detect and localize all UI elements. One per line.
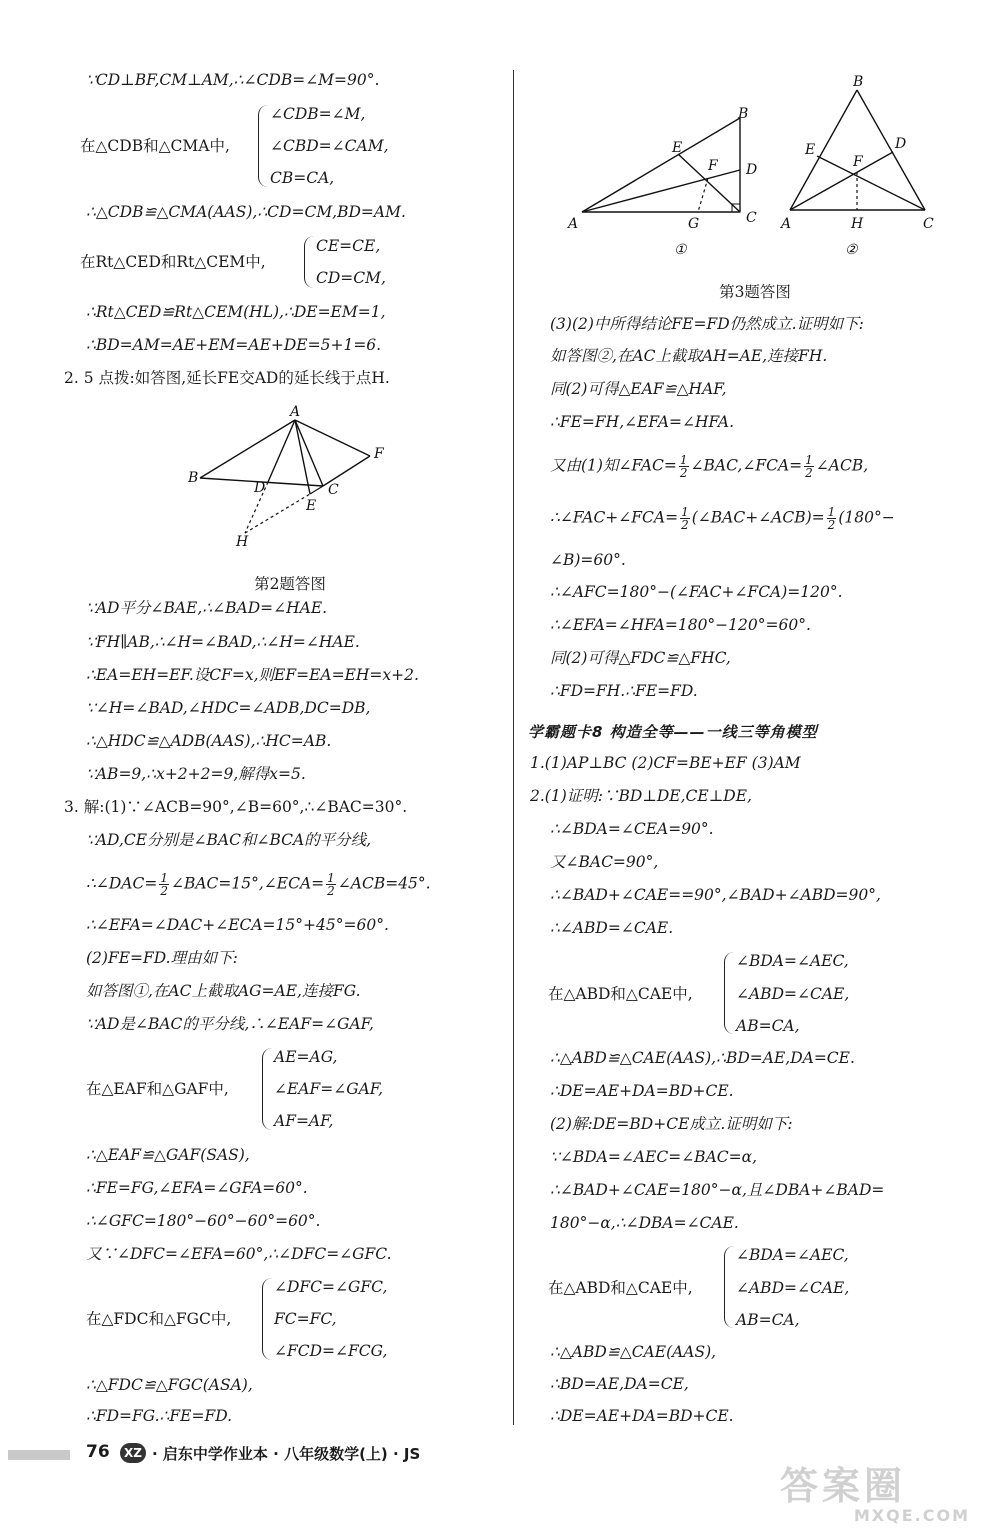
system-item: ∠ABD=∠CAE,	[736, 985, 850, 1003]
text-line: ∠B)=60°.	[550, 551, 626, 569]
fraction-num: 1	[327, 871, 335, 885]
text-segment: ∠ACB,	[815, 456, 869, 475]
point-label: A	[290, 404, 301, 420]
fraction-den: 2	[827, 518, 836, 532]
point-label: D	[895, 136, 907, 152]
point-label: F	[708, 158, 718, 174]
fraction-half	[326, 872, 336, 897]
publisher-badge-icon: XZ	[120, 1443, 146, 1463]
text-line: ∴FD=FG.∴FE=FD.	[86, 1407, 233, 1425]
system-prefix: 在△ABD和△CAE中,	[548, 1279, 693, 1297]
text-line: ∴EA=EH=EF.设CF=x,则EF=EA=EH=x+2.	[86, 666, 419, 684]
fraction-den: 2	[681, 518, 689, 532]
text-line: ∵FH∥AB,∴∠H=∠BAD,∴∠H=∠HAE.	[86, 633, 360, 651]
text-line: 又∵∠DFC=∠EFA=60°,∴∠DFC=∠GFC.	[86, 1245, 392, 1263]
system-item: ∠FCD=∠FCG,	[274, 1342, 388, 1360]
system-item: FC=FC,	[274, 1310, 337, 1328]
system-prefix: 在△FDC和△FGC中,	[86, 1310, 232, 1328]
fraction-num: 1	[805, 453, 813, 467]
system-item: AB=CA,	[736, 1311, 800, 1329]
text-line: ∴DE=AE+DA=BD+CE.	[550, 1407, 734, 1425]
fraction-num: 1	[160, 871, 168, 885]
point-label: C	[746, 210, 757, 226]
text-line: ∵AD,CE分别是∠BAC和∠BCA的平分线,	[86, 831, 372, 849]
point-label: B	[738, 106, 749, 122]
point-label: D	[254, 480, 266, 496]
point-label: E	[672, 140, 683, 156]
fraction-half	[679, 454, 689, 479]
point-label: A	[568, 216, 579, 232]
point-label: D	[746, 162, 758, 178]
text-line: ∴∠BAD+∠CAE==90°,∠BAD+∠ABD=90°,	[550, 886, 881, 904]
text-line: ∴BD=AE,DA=CE,	[550, 1375, 689, 1393]
text-line: ∴FE=FH,∠EFA=∠HFA.	[550, 413, 735, 431]
text-segment: ∴∠DAC=	[86, 874, 158, 893]
text-line: ∴∠BAD+∠CAE=180°−α,且∠DBA+∠BAD=	[550, 1181, 885, 1199]
figure-label: ②	[845, 242, 858, 258]
text-line: ∴△ABD≌△CAE(AAS),∴BD=AE,DA=CE.	[550, 1049, 855, 1067]
text-line: ∴BD=AM=AE+EM=AE+DE=5+1=6.	[86, 336, 382, 354]
text-segment: ∠BAC=15°,∠ECA=	[170, 874, 325, 893]
system-item: ∠CDB=∠M,	[270, 105, 366, 123]
text-line: (2)解:DE=BD+CE成立.证明如下:	[550, 1115, 793, 1133]
text-line: ∴△FDC≌△FGC(ASA),	[86, 1376, 253, 1394]
text-line: (2)FE=FD.理由如下:	[86, 949, 238, 967]
section-heading: 学霸题卡8 构造全等——一线三等角模型	[528, 723, 818, 741]
text-segment: (180°−	[838, 508, 895, 527]
system-item: CE=CE,	[316, 237, 381, 255]
figure-2-diagram	[180, 398, 400, 556]
text-line: 如答图②,在AC上截取AH=AE,连接FH.	[550, 347, 828, 365]
point-label: F	[853, 154, 863, 170]
figure-label: ①	[674, 242, 687, 258]
point-label: E	[805, 142, 816, 158]
text-line: ∴DE=AE+DA=BD+CE.	[550, 1082, 734, 1100]
system-item: AF=AF,	[274, 1112, 334, 1130]
fraction-num: 1	[827, 505, 836, 519]
question-3: 3. 解:(1)∵∠ACB=90°,∠B=60°,∴∠BAC=30°.	[64, 798, 408, 816]
system-item: ∠BDA=∠AEC,	[736, 952, 849, 970]
text-line	[86, 872, 431, 897]
point-label: H	[851, 216, 864, 232]
text-line: ∵AB=9,∴x+2+2=9,解得x=5.	[86, 765, 306, 783]
system-prefix: 在△ABD和△CAE中,	[548, 985, 693, 1003]
system-prefix: 在△EAF和△GAF中,	[86, 1080, 229, 1098]
point-label: E	[306, 498, 317, 514]
text-line: ∴△HDC≌△ADB(AAS),∴HC=AB.	[86, 732, 332, 750]
fraction-den: 2	[160, 884, 168, 898]
page-number: 76	[86, 1442, 110, 1462]
text-line: ∵AD平分∠BAE,∴∠BAD=∠HAE.	[86, 599, 328, 617]
point-label: A	[781, 216, 792, 232]
text-line: 2.(1)证明:∵BD⊥DE,CE⊥DE,	[530, 787, 752, 805]
fraction-num: 1	[681, 505, 689, 519]
footer-bar	[8, 1450, 70, 1460]
system-item: CB=CA,	[270, 169, 335, 187]
text-line: ∵∠H=∠BAD,∠HDC=∠ADB,DC=DB,	[86, 699, 371, 717]
text-line: 如答图①,在AC上截取AG=AE,连接FG.	[86, 982, 361, 1000]
figure-3-caption: 第3题答图	[719, 283, 791, 301]
text-line: ∵AD是∠BAC的平分线,∴∠EAF=∠GAF,	[86, 1015, 374, 1033]
text-segment: (∠BAC+∠ACB)=	[691, 508, 825, 527]
point-label: G	[688, 216, 700, 232]
text-segment: ∠ACB=45°.	[337, 874, 431, 893]
fraction-num: 1	[679, 453, 688, 467]
text-line: 180°−α,∴∠DBA=∠CAE.	[550, 1214, 739, 1232]
text-segment: ∴∠FAC+∠FCA=	[550, 508, 679, 527]
figure-2-caption: 第2题答图	[254, 575, 326, 593]
text-line: ∴△EAF≌△GAF(SAS),	[86, 1146, 250, 1164]
book-title: · 启东中学作业本 · 八年级数学(上) · JS	[152, 1445, 421, 1463]
system-item: ∠DFC=∠GFC,	[274, 1278, 388, 1296]
fraction-half	[804, 454, 814, 479]
fraction-den: 2	[805, 466, 813, 480]
text-line: ∴∠AFC=180°−(∠FAC+∠FCA)=120°.	[550, 583, 843, 601]
figure-3-diagram-1	[560, 70, 770, 260]
text-line: 又∠BAC=90°,	[550, 853, 659, 871]
point-label: H	[236, 534, 249, 550]
system-item: CD=CM,	[316, 269, 386, 287]
text-line: 同(2)可得△FDC≌△FHC,	[550, 649, 731, 667]
text-segment: ∠BAC,∠FCA=	[690, 456, 803, 475]
system-item: ∠EAF=∠GAF,	[274, 1080, 384, 1098]
point-label: B	[853, 74, 864, 90]
text-line: ∵CD⊥BF,CM⊥AM,∴∠CDB=∠M=90°.	[86, 71, 380, 89]
question-2-hint: 2. 5 点拨:如答图,延长FE交AD的延长线于点H.	[64, 369, 390, 387]
figure-3-diagram-2	[775, 70, 950, 260]
text-line: ∵∠BDA=∠AEC=∠BAC=α,	[550, 1148, 758, 1166]
text-line: ∴∠ABD=∠CAE.	[550, 919, 674, 937]
column-divider	[513, 70, 514, 1425]
text-line: ∴△CDB≌△CMA(AAS),∴CD=CM,BD=AM.	[86, 203, 406, 221]
text-line	[550, 506, 895, 531]
point-label: C	[328, 482, 339, 498]
system-item: ∠CBD=∠CAM,	[270, 137, 389, 155]
text-line: ∴Rt△CED≌Rt△CEM(HL),∴DE=EM=1,	[86, 303, 386, 321]
text-line	[550, 454, 868, 479]
text-line: ∴FD=FH.∴FE=FD.	[550, 682, 698, 700]
text-line: ∴∠EFA=∠DAC+∠ECA=15°+45°=60°.	[86, 916, 389, 934]
text-line: 1.(1)AP⊥BC (2)CF=BE+EF (3)AM	[530, 754, 801, 772]
text-line: ∴∠BDA=∠CEA=90°.	[550, 820, 714, 838]
fraction-den: 2	[327, 884, 335, 898]
text-line: ∴∠GFC=180°−60°−60°=60°.	[86, 1212, 321, 1230]
point-label: F	[374, 446, 384, 462]
text-line: ∴△ABD≌△CAE(AAS),	[550, 1343, 717, 1361]
watermark-url: MXQE.COM	[853, 1506, 970, 1525]
fraction-half	[680, 506, 690, 531]
watermark-text: 答案圈	[780, 1464, 907, 1508]
text-line: ∴FE=FG,∠EFA=∠GFA=60°.	[86, 1179, 308, 1197]
fraction-den: 2	[679, 466, 688, 480]
system-prefix: 在△CDB和△CMA中,	[80, 137, 230, 155]
text-line: 同(2)可得△EAF≌△HAF,	[550, 380, 727, 398]
system-item: AB=CA,	[736, 1017, 800, 1035]
text-line: ∴∠EFA=∠HFA=180°−120°=60°.	[550, 616, 811, 634]
fraction-half	[827, 506, 837, 531]
point-label: B	[188, 470, 199, 486]
system-item: AE=AG,	[274, 1048, 338, 1066]
text-segment: 又由(1)知∠FAC=	[550, 456, 677, 475]
system-prefix: 在Rt△CED和Rt△CEM中,	[80, 253, 266, 271]
fraction-half	[159, 872, 169, 897]
system-item: ∠BDA=∠AEC,	[736, 1246, 849, 1264]
point-label: C	[923, 216, 934, 232]
watermark-logo	[780, 1465, 980, 1533]
system-item: ∠ABD=∠CAE,	[736, 1279, 850, 1297]
text-line: (3)(2)中所得结论FE=FD仍然成立.证明如下:	[550, 315, 864, 333]
